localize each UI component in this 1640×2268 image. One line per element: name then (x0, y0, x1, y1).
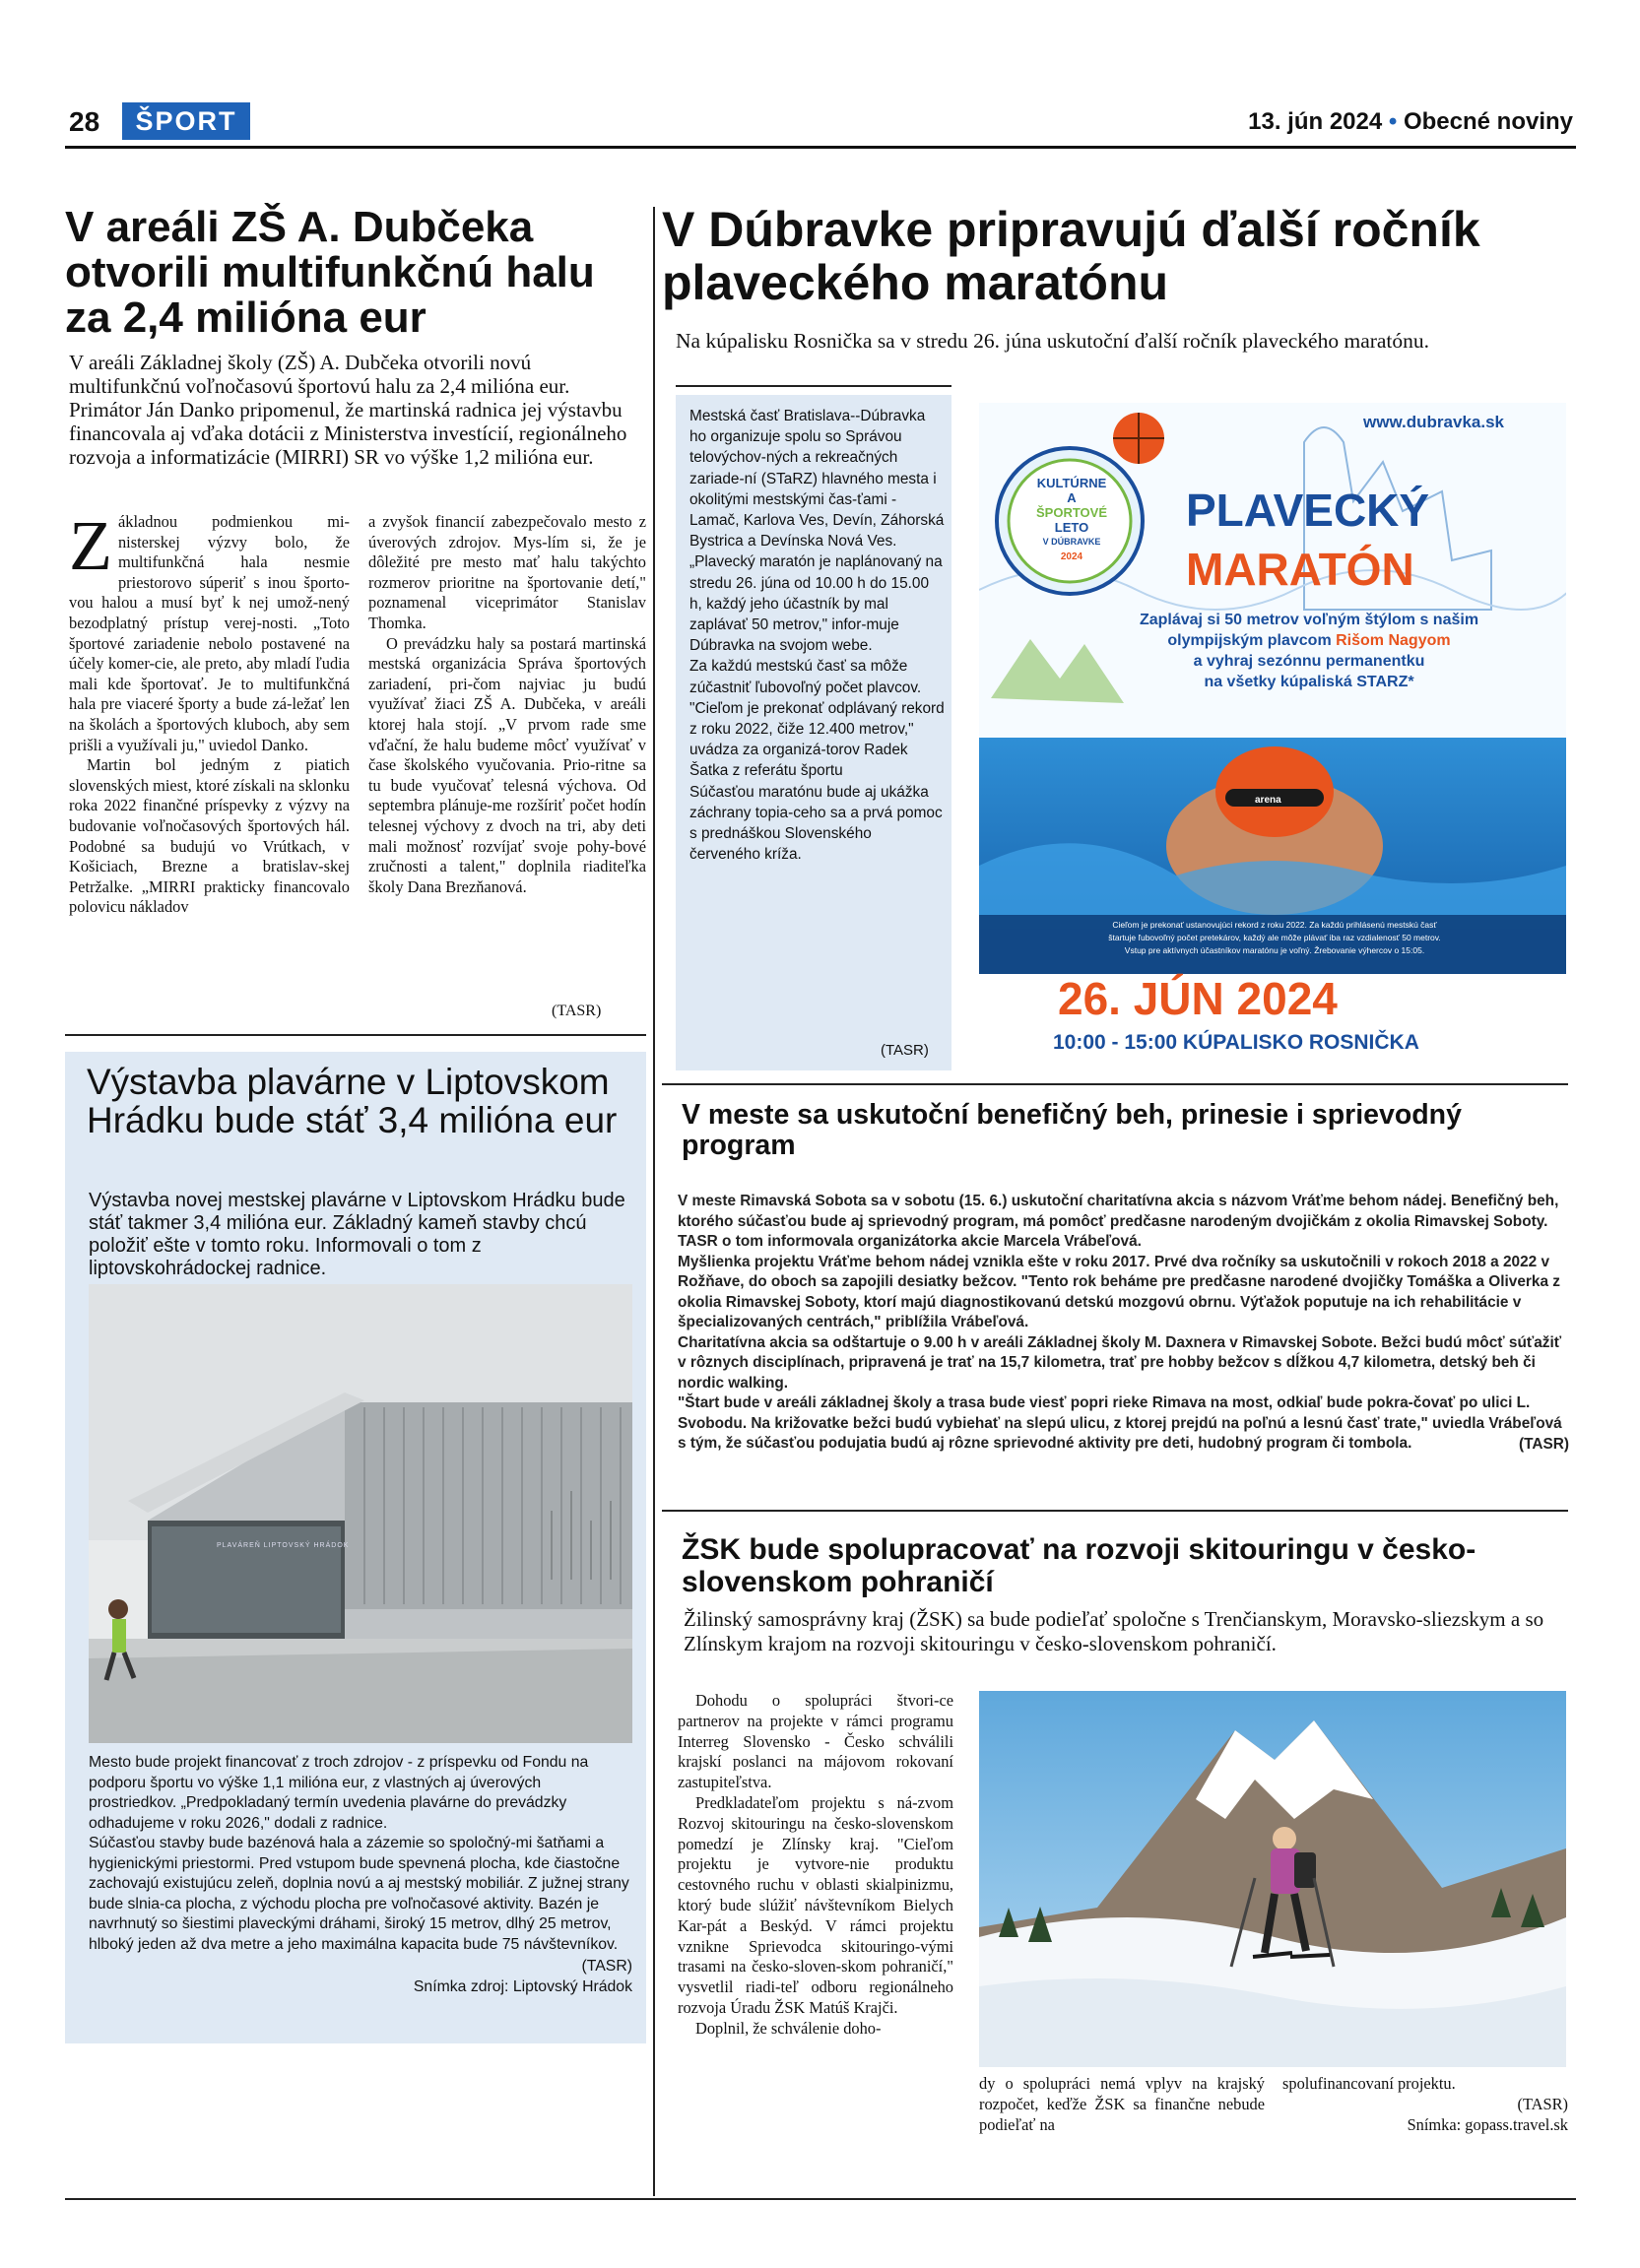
swim-cap-brand: arena (1255, 795, 1281, 806)
article3-lead: Výstavba novej mestskej plavárne v Liptovskom Hrádku bude stáť takmer 3,4 milióna eur. Základný kameň stavby chcú položiť ešte v tomto roku. Informovali o tom z liptovskohrádockej radnice. (89, 1190, 625, 1279)
article4-p1: V meste Rimavská Sobota sa v sobotu (15. 6.) uskutoční charitatívna akcia s názvom Vráťme behom nádej. Benefičný beh, ktorého súčasťou bude aj sprievodný program, má pomôcť predčasne narodeným dvojičkám z okolia Rimavskej Soboty. TASR o tom informovala organizátorka akcie Marcela Vrábeľová. (678, 1193, 1559, 1250)
badge-line2: A (1067, 490, 1077, 505)
masthead-date (1248, 108, 1573, 136)
article3-photo-credit: Snímka zdroj: Liptovský Hrádok (413, 1977, 632, 1995)
badge-line4: LETO (1054, 520, 1089, 535)
article2-side-p2: „Plavecký maratón je naplánovaný na stredu 26. júna od 10.00 h do 15.00 h, každý jeho účastník by mal zaplávať 50 metrov," infor-muje Dúbravka na svojom webe. (689, 553, 943, 655)
poster-date: 26. JÚN 2024 (1058, 973, 1338, 1024)
article5-column2: dy o spolupráci nemá vplyv na krajský rozpočet, keďže ŽSK sa finančne nebude podieľať na (979, 2074, 1265, 2134)
fine2: štartuje ľubovoľný počet pretekárov, každý ale môže plávať iba raz vzdialenosť 50 metrov. (1108, 933, 1441, 942)
article5-col1-p2: Predkladateľom projektu s ná-zvom Rozvoj skitouringu na česko-slovenskom pomedzí je Zlínsky kraj. "Cieľom projektu je vytvore-nie produktu cestovného ruchu v oblasti skialpinizmu, ktorý bude slúžiť návštevníkom Bielych Kar-pát a Beskýd. V rámci projektu vznikne Sprievodca skitouringo-vými trasami na česko-sloven-skom pohraničí," vysvetlil riadi-teľ odboru regionálneho rozvoja Úradu ŽSK Matúš Krajči. (678, 1792, 953, 2017)
article1-column1 (69, 506, 350, 918)
header-rule (65, 146, 1576, 149)
article2-source: (TASR) (881, 1042, 929, 1059)
article1-source: (TASR) (552, 1003, 602, 1019)
poster-url: www.dubravka.sk (1363, 413, 1504, 431)
article3-p2: Súčasťou stavby bude bazénová hala a zázemie so spoločný-mi šatňami a hygienickými priestormi. Pred vstupom bude spevnená plocha, kde čiastočne zachovajú existujúcu zeleň, doplnia novú a aj mestský mobiliár. Z južnej strany bude slnia-ca plocha, z východu plocha pre voľnočasové aktivity. Bazén je navrhnutý so šiestimi plaveckými dráhami, široký 15 metrov, dlhý 25 metrov, hlboký jeden až dva metre a jeho maximálna kapacita bude 75 návštevníkov. (89, 1835, 629, 1953)
badge-line5: V DÚBRAVKE (1042, 537, 1101, 547)
article1-col1-p2: Martin bol jedným z piatich slovenských miest, ktoré získali na sklonku roka 2022 finančné príspevky z výzvy na budovanie voľnočasových športových hál. Podobné sa budujú vo Vrútkach, v Košiciach, Brezne a bratislav-skej Petržalke. „MIRRI prakticky financovalo polovicu nákladov (69, 755, 350, 917)
article2-side-p1: Mestská časť Bratislava--Dúbravka ho organizuje spolu so Správou telovýchov-ných a rekreačných zariade-ní (STaRZ) hlavného mesta i okolitými mestskými čas-ťami - Lamač, Karlova Ves, Devín, Záhorská Bystrica a Devínska Nová Ves. (689, 408, 945, 551)
article4-body (678, 1192, 1569, 1455)
swim-marathon-poster (979, 403, 1566, 1072)
badge-line3: ŠPORTOVÉ (1035, 505, 1107, 520)
issue-date: 13. jún 2024 (1248, 108, 1383, 135)
article5-col1-p3: Doplnil, že schválenie doho- (695, 2018, 882, 2038)
poster-subtitle (1078, 610, 1541, 692)
article1-rule (65, 1034, 646, 1036)
article2-side-p3: Za každú mestskú časť sa môže zúčastniť ľubovoľný počet plavcov. "Cieľom je prekonať odplávaný rekord z roku 2022, čiže 12.400 metrov," uvádza za organizá-torov Radek Šatka z referátu športu (689, 658, 945, 780)
column-divider (653, 207, 655, 2196)
article4-p3: Charitatívna akcia sa odštartuje o 9.00 h v areáli Základnej školy M. Daxnera v Rimavskej Sobote. Bežci budú môcť súťažiť v rôznych disciplínach, pripravená je trať na 15,7 kilometra, trať pre hobby bežcov s dĺžkou 4,7 kilometra, detský beh či nordic walking. (678, 1333, 1562, 1392)
skitouring-photo (979, 1691, 1566, 2067)
article5-photo-credit: Snímka: gopass.travel.sk (1407, 2114, 1568, 2134)
poster-fine-print (999, 919, 1550, 957)
article1-lead: V areáli Základnej školy (ZŠ) A. Dubčeka otvorili novú multifunkčnú voľnočasovú športovú halu za 2,4 milióna eur. Primátor Ján Danko pripomenul, že martinská radnica jej výstavbu financovala aj vďaka dotácii z Ministerstva investícií, regionálneho rozvoja a informatizácie (MIRRI) SR vo výške 1,2 milióna eur. (69, 351, 627, 469)
mountain-illustration (979, 1691, 1566, 2067)
article5-top-rule (662, 1510, 1568, 1512)
page-bottom-rule (65, 2198, 1576, 2200)
article3-body (89, 1753, 632, 1997)
article5-lead: Žilinský samosprávny kraj (ŽSK) sa bude podieľať spoločne s Trenčianskym, Moravsko-sliezskym a so Zlínskym krajom na rozvoji skitouringu v česko-slovenskom pohraničí. (684, 1607, 1544, 1655)
poster-title2: MARATÓN (1186, 544, 1414, 595)
article4-source: (TASR) (1518, 1435, 1569, 1453)
poster-sub1: Zaplávaj si 50 metrov voľným štýlom s našim (1139, 612, 1479, 628)
dropcap: Z (69, 506, 112, 585)
article2-lead-rule (676, 385, 951, 387)
article3-title: Výstavba plavárne v Liptovskom Hrádku bude stáť 3,4 milióna eur (87, 1062, 618, 1140)
article1-title: V areáli ZŠ A. Dubčeka otvorili multifunkčnú halu za 2,4 milióna eur (65, 203, 595, 342)
section-label: ŠPORT (122, 102, 250, 140)
article1-col2-p1: a zvyšok financií zabezpečovalo mesto z úverových zdrojov. Mys-lím si, že je dôležité pre mesto mať halu takýchto rozmerov prioritne na športovanie detí," poznamenal viceprimátor Stanislav Thomka. (368, 512, 646, 632)
building-illustration (89, 1284, 632, 1743)
page-number: 28 (69, 106, 100, 137)
article2-side-p4: Súčasťou maratónu bude aj ukážka záchrany topia-ceho sa a prvá pomoc s prednáškou Slovenského červeného kríža. (689, 783, 943, 864)
poster-sub2a: olympijským plavcom (1167, 632, 1337, 649)
poster-badge (1022, 476, 1121, 564)
article4-title: V meste sa uskutoční benefičný beh, prinesie i sprievodný program (682, 1099, 1462, 1161)
article3-p1: Mesto bude projekt financovať z troch zdrojov - z príspevku od Fondu na podporu športu vo výške 1,1 milióna eur, z vlastných aj úverových prostriedkov. „Predpokladaný termín uvedenia plavárne do prevádzky odhadujeme v roku 2026," dodali z radnice. (89, 1754, 589, 1832)
badge-year: 2024 (1060, 551, 1083, 562)
pool-rendering-photo (89, 1284, 632, 1743)
article4-p4: "Štart bude v areáli základnej školy a trasa bude viesť popri rieke Rimava na most, odkiaľ bude pokra-čovať po ulici L. Svobodu. Na križovatke bežci budú vybiehať na slepú ulicu, z ktorej prejdú na poľnú a lesnú časť trate," uviedla Vrábeľová s tým, že súčasťou podujatia budú aj rôzne sprievodné aktivity pre deti, hudobný program či tombola. (678, 1394, 1562, 1452)
article5-col3-text: spolufinancovaní projektu. (1282, 2074, 1456, 2093)
article1-col1-p1: ákladnou podmienkou mi-nisterskej výzvy bolo, že multifunkčná hala nesmie priestorovo súperiť s inou športo-vou halou a musí byť k nej umož-nený bezodplatný prístup verej-nosti. „Toto športové zariadenie nebolo postavené na účely komer-cie, ale preto, aby mladí ľudia mali kde športovať. Je to multifunkčná hala pre viaceré športy a bude zá-ležať len na školách a športových kluboch, aby sem prišli a využívali ju," uviedol Danko. (69, 512, 350, 754)
building-sign: PLAVÁREŇ LIPTOVSKÝ HRÁDOK (217, 1542, 350, 1549)
article5-title: ŽSK bude spolupracovať na rozvoji skitouringu v česko-slovenskom pohraničí (682, 1533, 1476, 1598)
article2-lead: Na kúpalisku Rosnička sa v stredu 26. júna uskutoční ďalší ročník plaveckého maratónu. (676, 329, 1430, 353)
article3-source: (TASR) (581, 1958, 632, 1975)
article5-column1 (678, 1691, 953, 2040)
poster-sub4: na všetky kúpaliská STARZ* (1204, 674, 1414, 690)
article5-col1-p1: Dohodu o spolupráci štvori-ce partnerov na projekte v rámci programu Interreg Slovensko - Česko schválili krajskí poslanci na májovom rokovaní zastupiteľstva. (678, 1691, 953, 1792)
badge-line1: KULTÚRNE (1036, 476, 1107, 490)
poster-title1: PLAVECKÝ (1186, 485, 1430, 536)
article4-p2: Myšlienka projektu Vráťme behom nádej vznikla ešte v roku 2017. Prvé dva ročníky sa uskutočnili v rokoch 2018 a 2022 v Rožňave, do oboch sa zapojili desiatky bežcov. "Tento rok beháme pre predčasne narodené dvojičky Tomáška a Oliverka z okolia Rimavskej Soboty, ktorí majú diagnostikovanú detskú mozgovú obrnu. Výťažok poputuje na ich rehabilitácie v špecializovaných centrách," priblížila Vrábeľová. (678, 1253, 1560, 1330)
poster-time: 10:00 - 15:00 KÚPALISKO ROSNIČKA (1053, 1031, 1419, 1054)
separator-dot: • (1388, 108, 1398, 135)
poster-sub2b: Rišom Nagyom (1336, 632, 1451, 649)
article5-source: (TASR) (1517, 2094, 1568, 2113)
article1-column2 (368, 512, 646, 897)
poster-sub3: a vyhraj sezónnu permanentku (1193, 653, 1425, 670)
article2-title: V Dúbravke pripravujú ďalší ročník plaveckého maratónu (662, 202, 1480, 310)
article1-col2-p2: O prevádzku haly sa postará martinská mestská organizácia Správa športových zariadení, pri-čom najviac ju budú využívať žiaci ZŠ A. Dubčeka, v areáli ktorej hala stojí. „V prvom rade sme vďační, že halu budeme môcť využívať v čase školského vyučovania. Prio-ritne sa tu bude vyučovať telesná výchova. Od septembra plánuje-me rozšíriť počet hodín telesnej výchovy z dvoch na tri, aby deti mali možnosť rozvíjať svoje pohy-bové zručnosti a talent," doplnila riaditeľka školy Dana Brezňanová. (368, 633, 646, 896)
fine3: Vstup pre aktívnych účastníkov maratónu je voľný. Žrebovanie výhercov o 15:05. (1124, 945, 1425, 955)
article2-sidebar-text (689, 406, 946, 865)
publication-name: Obecné noviny (1403, 108, 1573, 135)
article5-column3 (1282, 2074, 1568, 2135)
article4-top-rule (662, 1083, 1568, 1085)
fine1: Cieľom je prekonať ustanovujúci rekord z roku 2022. Za každú prihlásenú mestskú časť (1112, 920, 1437, 930)
